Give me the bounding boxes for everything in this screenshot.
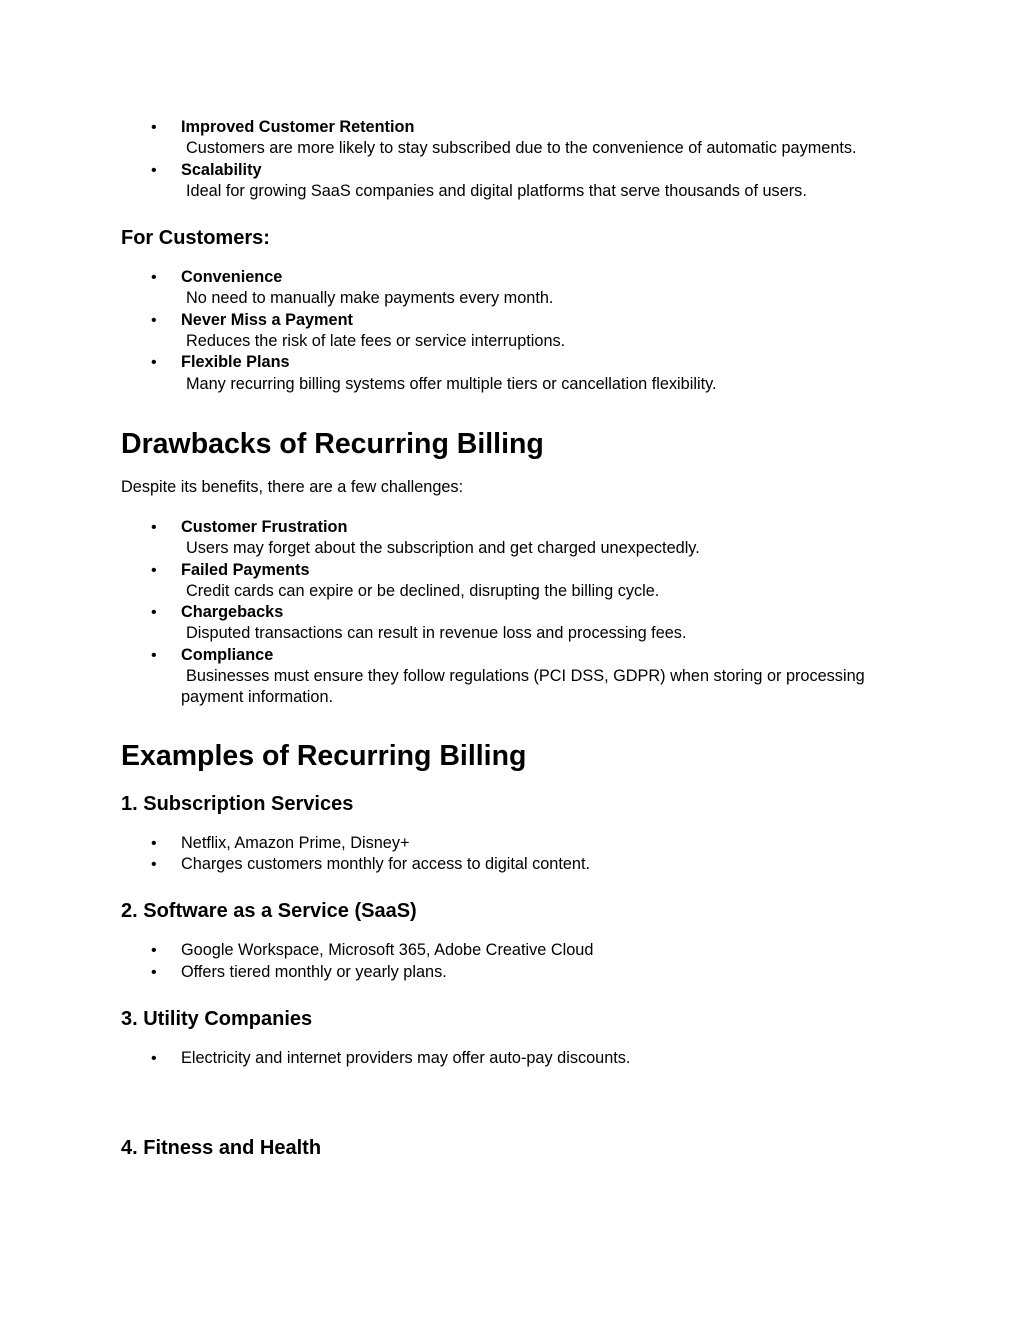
item-title: • Improved Customer Retention (181, 118, 415, 136)
drawbacks-heading: Drawbacks of Recurring Billing (121, 427, 544, 460)
item-title: • Convenience (181, 268, 283, 287)
fitness-heading: 4. Fitness and Health (121, 1137, 322, 1160)
item-title: • Failed Payments (181, 560, 310, 579)
list-item (121, 602, 911, 645)
list-item (121, 517, 911, 560)
item-description: Disputed transactions can result in revenue loss and processing fees. (186, 624, 687, 643)
utility-heading: 3. Utility Companies (121, 1007, 313, 1030)
list-item (121, 117, 911, 160)
item-description: Reduces the risk of late fees or service interruptions. (186, 332, 566, 351)
list-item (121, 352, 911, 395)
drawbacks-list (121, 517, 911, 709)
item-title: • Never Miss a Payment (181, 310, 353, 329)
drawbacks-intro: Despite its benefits, there are a few challenges: (121, 477, 464, 496)
business-benefits-list (121, 117, 911, 202)
list-item (121, 267, 911, 310)
customer-benefits-list (121, 267, 911, 395)
item-title: • Customer Frustration (181, 517, 348, 536)
item-description: Ideal for growing SaaS companies and digital platforms that serve thousands of users. (186, 181, 807, 200)
list-item: • Google Workspace, Microsoft 365, Adobe Creative Cloud (121, 940, 911, 961)
examples-heading: Examples of Recurring Billing (121, 739, 527, 772)
subscription-list (121, 833, 911, 876)
item-title: • Chargebacks (181, 603, 284, 622)
list-item: • Offers tiered monthly or yearly plans. (121, 962, 911, 983)
item-title: • Compliance (181, 645, 274, 664)
item-description: Customers are more likely to stay subscribed due to the convenience of automatic payments. (186, 139, 857, 158)
item-description: Many recurring billing systems offer multiple tiers or cancellation flexibility. (186, 374, 717, 393)
list-item: • Charges customers monthly for access to digital content. (121, 854, 911, 875)
list-item (121, 645, 911, 709)
item-description: Credit cards can expire or be declined, disrupting the billing cycle. (186, 581, 660, 600)
subscription-heading: 1. Subscription Services (121, 792, 354, 815)
saas-heading: 2. Software as a Service (SaaS) (121, 900, 417, 923)
saas-list (121, 940, 911, 983)
item-description: No need to manually make payments every month. (186, 289, 554, 308)
list-item (121, 560, 911, 603)
utility-list (121, 1048, 911, 1069)
list-item (121, 160, 911, 203)
item-description: Businesses must ensure they follow regulations (PCI DSS, GDPR) when storing or processing payment information. (181, 667, 865, 707)
item-description: Users may forget about the subscription and get charged unexpectedly. (186, 539, 700, 558)
list-item: • Netflix, Amazon Prime, Disney+ (121, 833, 911, 854)
for-customers-heading: For Customers: (121, 227, 270, 250)
list-item: • Electricity and internet providers may offer auto-pay discounts. (121, 1048, 911, 1069)
item-title: • Scalability (181, 160, 262, 179)
item-title: • Flexible Plans (181, 353, 290, 372)
list-item (121, 310, 911, 353)
document-page (121, 117, 911, 1161)
